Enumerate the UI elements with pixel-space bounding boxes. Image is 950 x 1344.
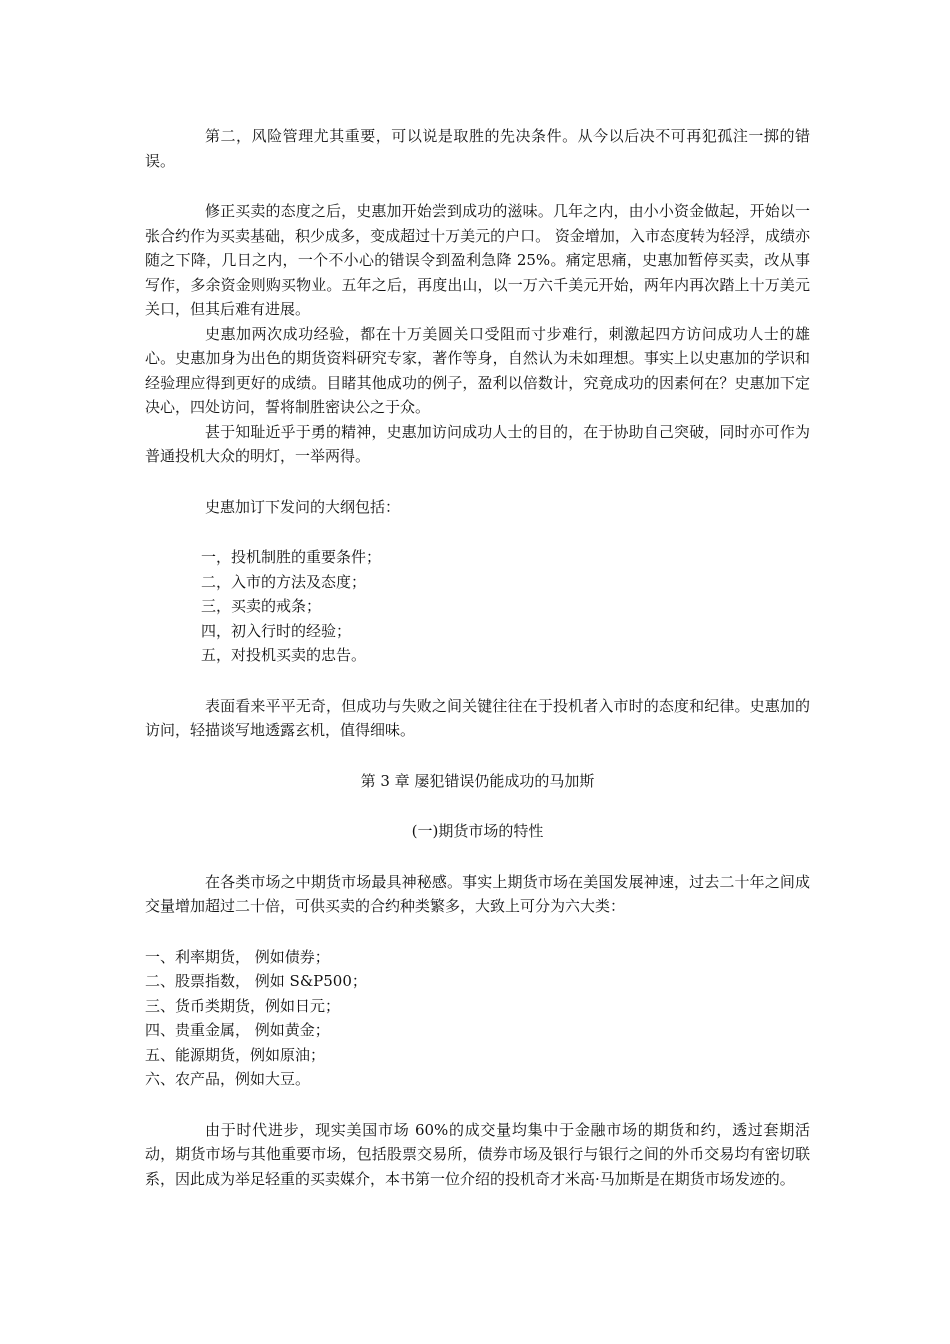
intro-paragraph-3: 史惠加两次成功经验，都在十万美圆关口受阻而寸步难行，刺激起四方访问成功人士的雄心。史惠加身为出色的期货资料研究专家，著作等身，自然认为未如理想。事实上以史惠加的学识和经验理应得到更好的成绩。目睹其他成功的例子，盈利以倍数计，究竟成功的因素何在？史惠加下定决心，四处访问，誓将制胜密诀公之于众。 xyxy=(145,324,810,416)
intro-paragraph-4: 甚于知耻近乎于勇的精神，史惠加访问成功人士的目的，在于协助自己突破，同时亦可作为普通投机大众的明灯，一举两得。 xyxy=(145,422,810,465)
category-item: 三、货币类期货，例如日元； xyxy=(145,996,341,1015)
outline-item: 三，买卖的戒条； xyxy=(201,597,322,615)
category-item: 四、贵重金属， 例如黄金； xyxy=(145,1021,330,1039)
category-item: 二、股票指数， 例如 S&P500； xyxy=(145,972,367,990)
document-page xyxy=(145,124,810,1191)
outline-intro: 史惠加订下发问的大纲包括： xyxy=(205,497,401,516)
section-paragraph-1: 在各类市场之中期货市场最具神秘感。事实上期货市场在美国发展神速，过去二十年之间成交量增加超过二十倍，可供买卖的合约种类繁多，大致上可分为六大类： xyxy=(145,872,810,915)
category-item: 一、利率期货， 例如债券； xyxy=(145,947,330,966)
outline-item: 五，对投机买卖的忠告。 xyxy=(201,646,367,664)
section-title: (一)期货市场的特性 xyxy=(411,822,544,840)
category-item: 五、能源期货，例如原油； xyxy=(145,1045,326,1064)
section-paragraph-2: 由于时代进步，现实美国市场 60%的成交量均集中于金融市场的期货和约，透过套期活动，期货市场与其他重要市场，包括股票交易所，债券市场及银行与银行之间的外币交易均有密切联系，因此成为举足轻重的买卖媒介，本书第一位介绍的投机奇才米高·马加斯是在期货市场发迹的。 xyxy=(145,1120,810,1188)
outline-item: 一，投机制胜的重要条件； xyxy=(201,548,382,566)
category-list xyxy=(145,945,810,1092)
category-item: 六、农产品，例如大豆。 xyxy=(145,1070,311,1088)
outline-item: 二，入市的方法及态度； xyxy=(201,572,367,591)
chapter-title: 第 3 章 屡犯错误仍能成功的马加斯 xyxy=(360,771,595,790)
intro-paragraph-2: 修正买卖的态度之后，史惠加开始尝到成功的滋味。几年之内，由小小资金做起，开始以一张合约作为买卖基础，积少成多，变成超过十万美元的户口。 资金增加，入市态度转为轻浮，成绩亦随之下降，几日之内，一个不小心的错误令到盈利急降 25%。痛定思痛，史惠加暂停买卖，改从事写作，多余资金则购买物业。五年之后，再度出山，以一万六千美元开始，两年内再次踏上十万美元关口，但其后难有进展。 xyxy=(145,202,810,318)
outline-item: 四，初入行时的经验； xyxy=(201,621,352,640)
outline-conclusion: 表面看来平平无奇，但成功与失败之间关键往往在于投机者入市时的态度和纪律。史惠加的访问，轻描谈写地透露玄机，值得细味。 xyxy=(145,696,810,739)
intro-paragraph-1: 第二，风险管理尤其重要，可以说是取胜的先决条件。从今以后决不可再犯孤注一掷的错误。 xyxy=(145,127,810,170)
outline-list xyxy=(145,545,810,668)
